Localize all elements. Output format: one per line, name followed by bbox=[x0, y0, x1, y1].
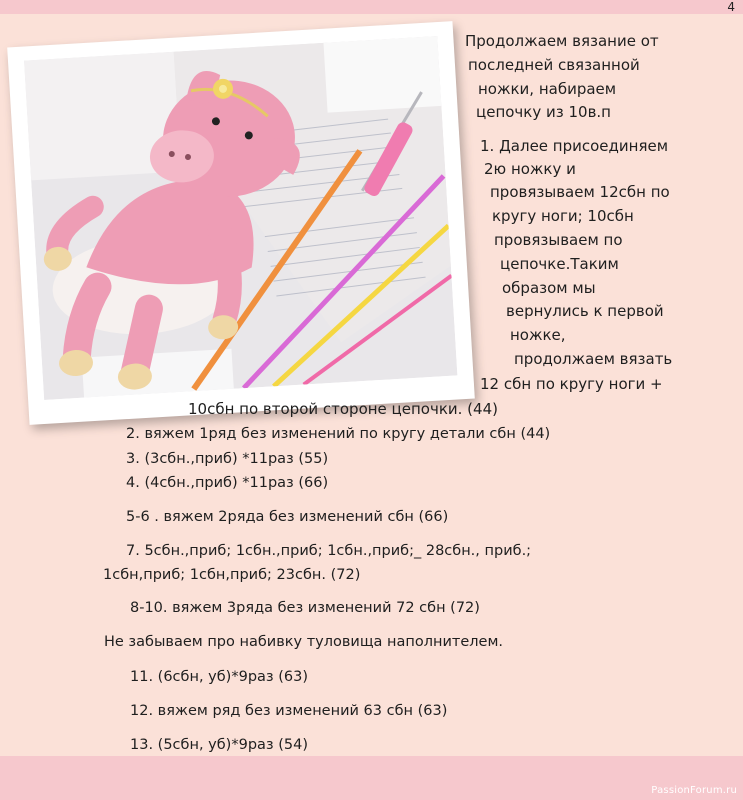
step-7-line-2: 1сбн,приб; 1сбн,приб; 23сбн. (72) bbox=[103, 567, 361, 583]
step-1-line: продолжаем вязать bbox=[514, 350, 673, 368]
step-1-line: 1. Далее присоединяем bbox=[480, 137, 669, 155]
step-7-line-1: 7. 5сбн.,приб; 1сбн.,приб; 1сбн.,приб;_ 28сбн., приб.; bbox=[126, 543, 532, 559]
step-1-line: провязываем 12сбн по bbox=[490, 183, 670, 201]
step-1-line: 2ю ножку и bbox=[484, 160, 576, 178]
step-3: 3. (3сбн.,приб) *11раз (55) bbox=[126, 451, 329, 467]
photo-image bbox=[24, 36, 457, 400]
step-2: 2. вяжем 1ряд без изменений по кругу детали сбн (44) bbox=[126, 426, 551, 442]
step-1-line: кругу ноги; 10сбн bbox=[492, 207, 634, 225]
photo-frame bbox=[7, 21, 475, 425]
stuffing-note: Не забываем про набивку туловища наполнителем. bbox=[104, 634, 503, 650]
watermark: PassionForum.ru bbox=[651, 785, 737, 796]
step-12: 12. вяжем ряд без изменений 63 сбн (63) bbox=[130, 703, 448, 719]
step-4: 4. (4сбн.,приб) *11раз (66) bbox=[126, 475, 329, 491]
step-8-10: 8-10. вяжем 3ряда без изменений 72 сбн (72) bbox=[130, 600, 480, 616]
intro-line: Продолжаем вязание от bbox=[465, 32, 659, 50]
step-11: 11. (6сбн, уб)*9раз (63) bbox=[130, 669, 308, 685]
step-1-line: провязываем по bbox=[494, 231, 623, 249]
step-1-line: вернулись к первой bbox=[506, 302, 664, 320]
intro-line: ножки, набираем bbox=[478, 80, 617, 98]
step-1-line: 12 сбн по кругу ноги + bbox=[480, 375, 663, 393]
intro-line: цепочку из 10в.п bbox=[476, 103, 611, 121]
intro-line: последней связанной bbox=[468, 56, 640, 74]
step-1-line: цепочке.Таким bbox=[500, 255, 619, 273]
step-1-line: образом мы bbox=[502, 279, 596, 297]
step-5-6: 5-6 . вяжем 2ряда без изменений сбн (66) bbox=[126, 509, 449, 525]
page-number: 4 bbox=[727, 0, 735, 14]
step-13: 13. (5сбн, уб)*9раз (54) bbox=[130, 737, 308, 753]
step-1-line: ножке, bbox=[510, 326, 566, 344]
step-1-line: 10сбн по второй стороне цепочки. (44) bbox=[188, 400, 498, 418]
